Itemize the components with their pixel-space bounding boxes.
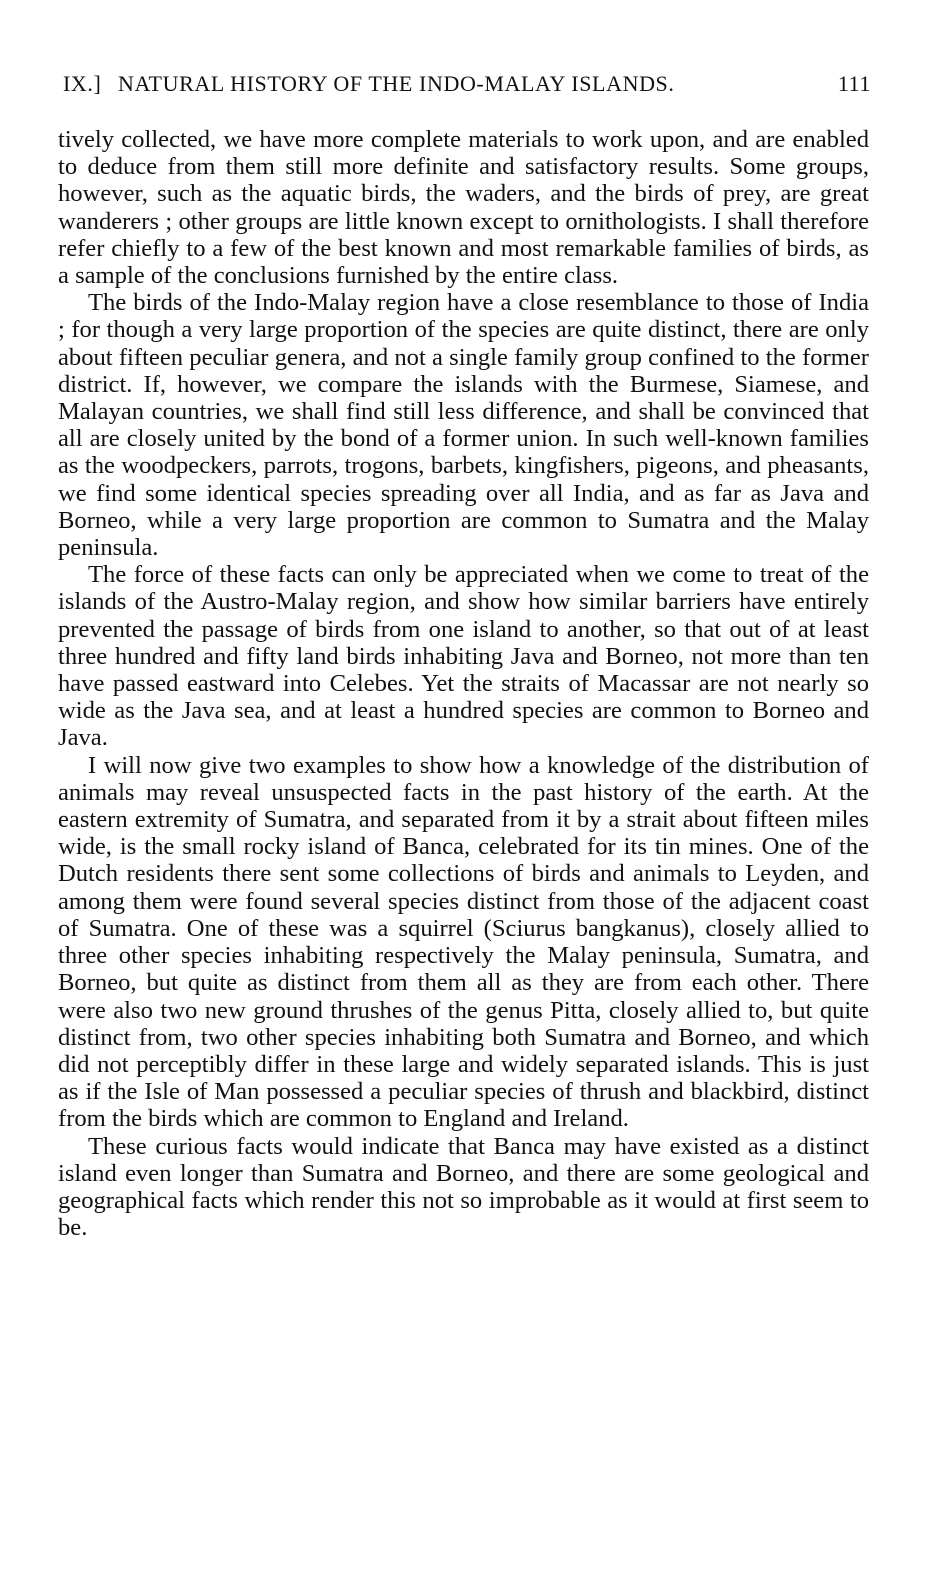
paragraph: tively collected, we have more complete materials to work upon, and are enabled to deduce from them still more definite and satisfactory results. Some groups, however, such as the aquatic birds, the waders, and the birds of prey, are great wanderers ; other groups are little known except to ornithologists. I shall therefore refer chiefly to a few of the best known and most remarkable families of birds, as a sample of the conclusions furnished by the entire class. — [58, 126, 869, 290]
paragraph: These curious facts would indicate that Banca may have existed as a distinct island even longer than Sumatra and Borneo, and there are some geological and geographical facts which render this not so improbable as it would at first seem to be. — [58, 1132, 869, 1242]
chapter-number: IX.] — [63, 71, 102, 96]
paragraph: The birds of the Indo-Malay region have a close resemblance to those of India ; for though a very large proportion of the species are quite distinct, there are only about fifteen peculiar genera, and not a single family group confined to the former district. If, however, we compare the islands with the Burmese, Siamese, and Malayan countries, we shall find still less difference, and shall be convinced that all are closely united by the bond of a former union. In such well-known families as the woodpeckers, parrots, trogons, barbets, kingfishers, pigeons, and pheasants, we find some identical species spreading over all India, and as far as Java and Borneo, while a very large proportion are common to Sumatra and the Malay peninsula. — [58, 289, 869, 562]
paragraph: The force of these facts can only be appreciated when we come to treat of the islands of the Austro-Malay region, and show how similar barriers have entirely prevented the passage of birds from one island to another, so that out of at least three hundred and fifty land birds inhabiting Java and Borneo, not more than ten have passed eastward into Celebes. Yet the straits of Macassar are not nearly so wide as the Java sea, and at least a hundred species are common to Borneo and Java. — [58, 561, 869, 752]
running-head — [63, 70, 871, 98]
running-title: NATURAL HISTORY OF THE INDO-MALAY ISLANDS. — [118, 71, 675, 96]
page-number: 111 — [837, 71, 871, 96]
paragraph: I will now give two examples to show how a knowledge of the distribution of animals may reveal unsuspected facts in the past history of the earth. At the eastern extremity of Sumatra, and separated from it by a strait about fifteen miles wide, is the small rocky island of Banca, celebrated for its tin mines. One of the Dutch residents there sent some collections of birds and animals to Leyden, and among them were found several species distinct from those of the adjacent coast of Sumatra. One of these was a squirrel (Sciurus bangkanus), closely allied to three other species inhabiting respectively the Malay peninsula, Sumatra, and Borneo, but quite as distinct from them all as they are from each other. There were also two new ground thrushes of the genus Pitta, closely allied to, but quite distinct from, two other species inhabiting both Sumatra and Borneo, and which did not perceptibly differ in these large and widely separated islands. This is just as if the Isle of Man possessed a peculiar species of thrush and blackbird, distinct from the birds which are common to England and Ireland. — [58, 751, 869, 1133]
body-text — [58, 126, 869, 1241]
